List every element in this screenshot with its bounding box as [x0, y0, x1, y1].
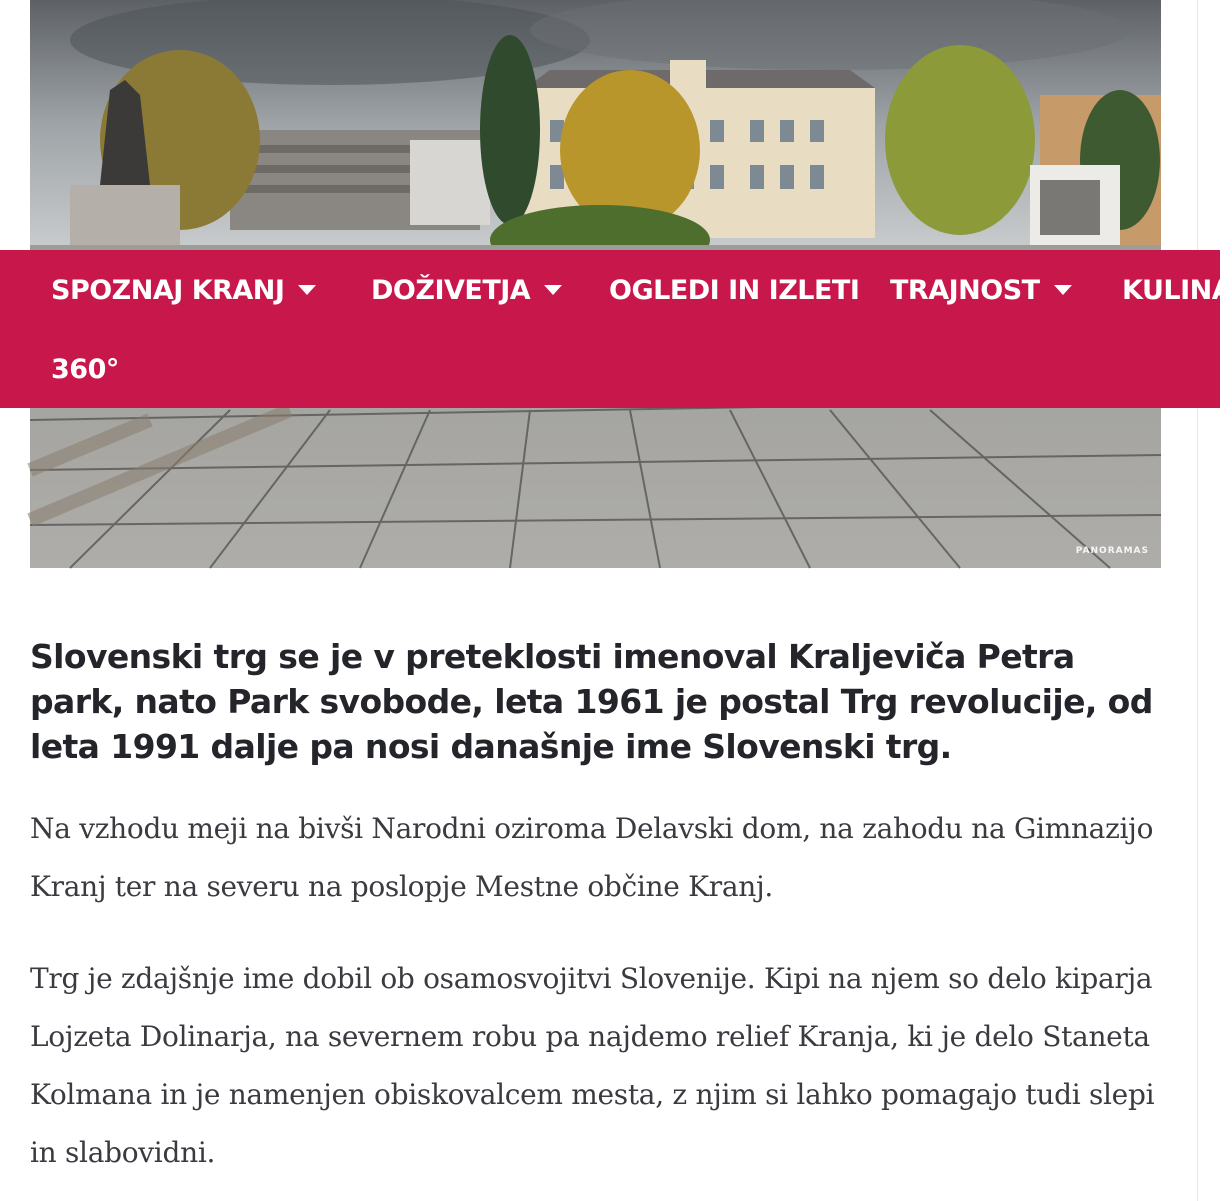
nav-item-spoznaj-kranj[interactable] [51, 270, 316, 310]
nav-item-label: OGLEDI IN IZLETI [609, 274, 860, 306]
nav-item-label: SPOZNAJ KRANJ [51, 274, 285, 306]
nav-item-trajnost[interactable] [890, 270, 1072, 310]
nav-item-dozivetja[interactable] [371, 270, 562, 310]
nav-item-label: DOŽIVETJA [371, 274, 531, 306]
page-border [1197, 0, 1198, 1201]
chevron-down-icon [1054, 285, 1072, 295]
main-navigation [0, 250, 1232, 408]
nav-item-ogledi-in-izleti[interactable] [609, 270, 859, 310]
chevron-down-icon [544, 285, 562, 295]
paragraph-1: Na vzhodu meji na bivši Narodni oziroma Delavski dom, na zahodu na Gimnazijo Kranj ter na severu na poslopje Mestne občine Kranj. [30, 812, 1154, 903]
chevron-down-icon [298, 285, 316, 295]
paragraph-2: Trg je zdajšnje ime dobil ob osamosvojitvi Slovenije. Kipi na njem so delo kiparja Lojzeta Dolinarja, na severnem robu pa najdemo relief Kranja, ki je delo Staneta Kolmana in je namenjen obiskovalcem mesta, z njim si lahko pomagajo tudi slepi in slabovidni. [30, 962, 1155, 1169]
nav-item-label: TRAJNOST [890, 274, 1040, 306]
nav-item-label: 360° [51, 353, 119, 385]
photo-credit: PANORAMAS [1075, 546, 1149, 556]
nav-item-label: KULINA [1122, 274, 1232, 306]
nav-item-360[interactable] [51, 349, 119, 389]
nav-item-kulinarika[interactable] [1122, 270, 1232, 310]
lead-heading: Slovenski trg se je v preteklosti imenoval Kraljeviča Petra park, nato Park svobode, leta 1961 je postal Trg revolucije, od leta 1991 dalje pa nosi današnje ime Slovenski trg. [30, 637, 1153, 766]
